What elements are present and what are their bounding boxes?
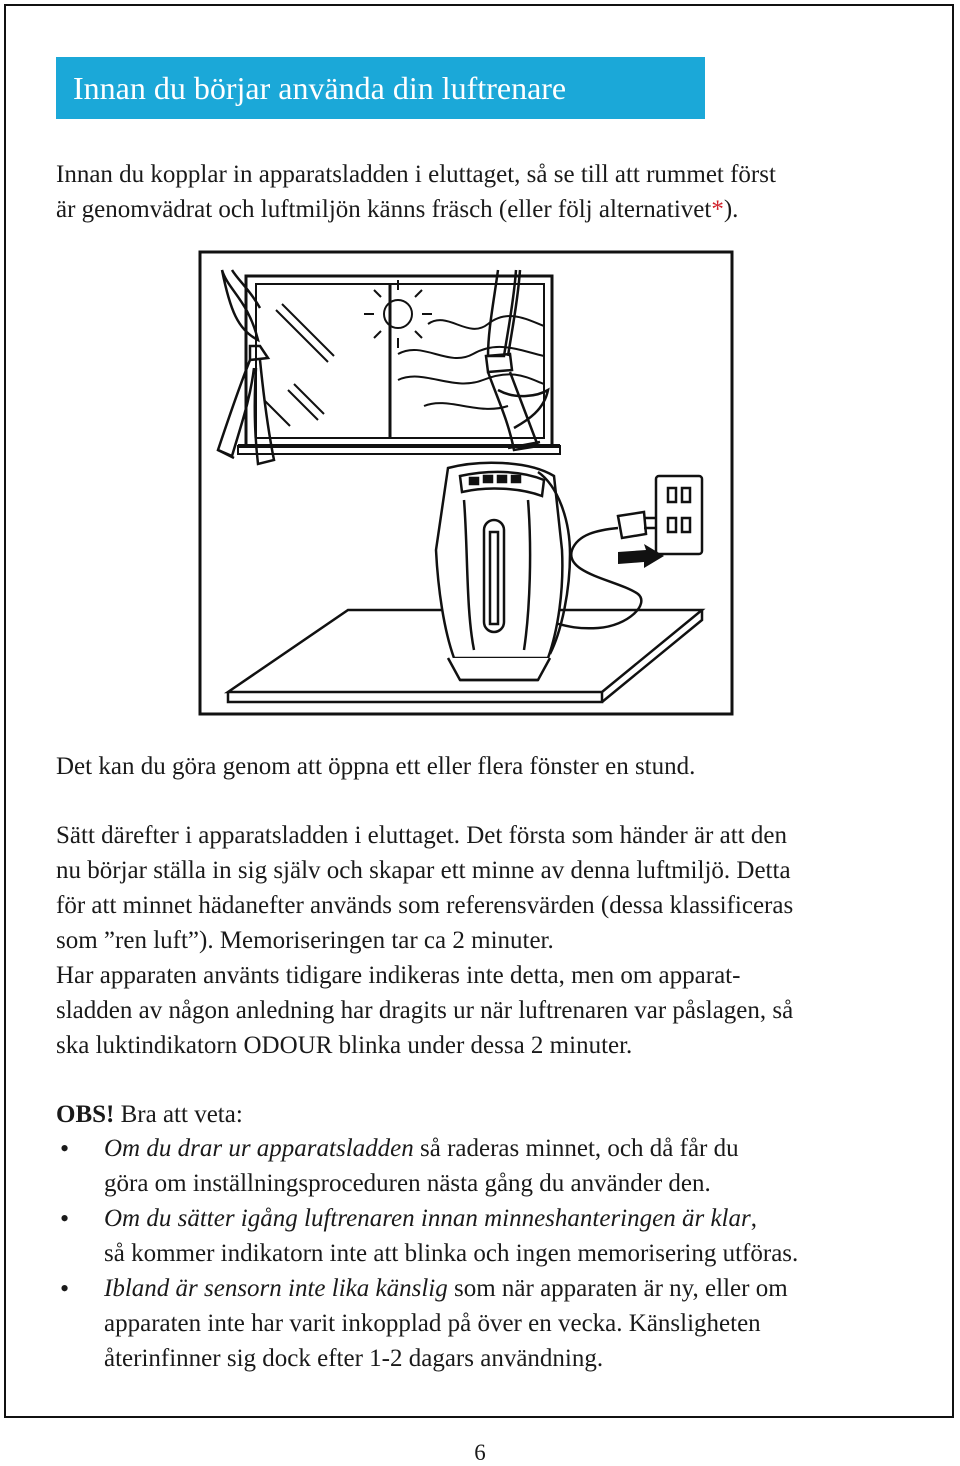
bullet-1-dot: • [60,1134,70,1163]
paragraph-2-line-5: Har apparaten använts tidigare indikeras inte detta, men om apparat- [56,962,741,989]
bullet-1-rest: så raderas minnet, och då får du [413,1135,739,1162]
bullet-2-rest: , [750,1205,757,1232]
bullet-2-italic: Om du sätter igång luftrenaren innan minneshanteringen är klar [104,1205,751,1232]
air-purifier [436,463,570,680]
bullet-1-line-1 [104,1131,739,1166]
paragraph-2-line-3: för att minnet hädanefter används som referensvärden (dessa klassificeras [56,892,794,919]
bullet-3-line-2: apparaten inte har varit inkopplad på över en vecka. Känsligheten [104,1310,761,1337]
bullet-1-line-2: göra om inställningsproceduren nästa gång du använder den. [104,1170,711,1197]
paragraph-2-line-6: sladden av någon anledning har dragits ur när luftrenaren var påslagen, så [56,997,794,1024]
obs-heading [56,1097,243,1132]
bullet-3-rest: som när apparaten är ny, eller om [447,1275,788,1302]
paragraph-2-line-7: ska luktindikatorn ODOUR blinka under dessa 2 minuter. [56,1032,633,1059]
intro-line-2-end: ). [723,196,739,223]
obs-label: OBS! [56,1101,115,1128]
page-number: 6 [474,1440,486,1465]
obs-rest: Bra att veta: [114,1101,243,1128]
paragraph-1: Det kan du göra genom att öppna ett eller flera fönster en stund. [56,753,696,780]
section-title-bar [56,57,705,119]
bullet-2-line-1 [104,1201,757,1236]
bullet-2-line-2: så kommer indikatorn inte att blinka och ingen memorisering utföras. [104,1240,799,1267]
paragraph-2-line-4: som ”ren luft”). Memoriseringen tar ca 2 minuter. [56,927,554,954]
bullet-3-line-1 [104,1271,788,1306]
bullet-1-italic: Om du drar ur apparatsladden [104,1135,414,1162]
intro-line-1: Innan du kopplar in apparatsladden i eluttaget, så se till att rummet först [56,161,776,188]
air-purifier-illustration [198,250,734,716]
bullet-2-dot: • [60,1204,70,1233]
paragraph-2-line-1: Sätt därefter i apparatsladden i eluttaget. Det första som händer är att den [56,822,787,849]
paragraph-2-line-2: nu börjar ställa in sig själv och skapar ett minne av denna luftmiljö. Detta [56,857,791,884]
bullet-3-italic: Ibland är sensorn inte lika känslig [104,1275,448,1302]
bullet-3-dot: • [60,1274,70,1303]
asterisk-mark: * [711,196,724,223]
intro-line-2 [56,192,738,227]
bullet-3-line-3: återinfinner sig dock efter 1-2 dagars användning. [104,1345,604,1372]
intro-line-2-text: är genomvädrat och luftmiljön känns fräsch (eller följ alternativet [56,196,712,223]
section-title: Innan du börjar använda din luftrenare [73,69,567,106]
